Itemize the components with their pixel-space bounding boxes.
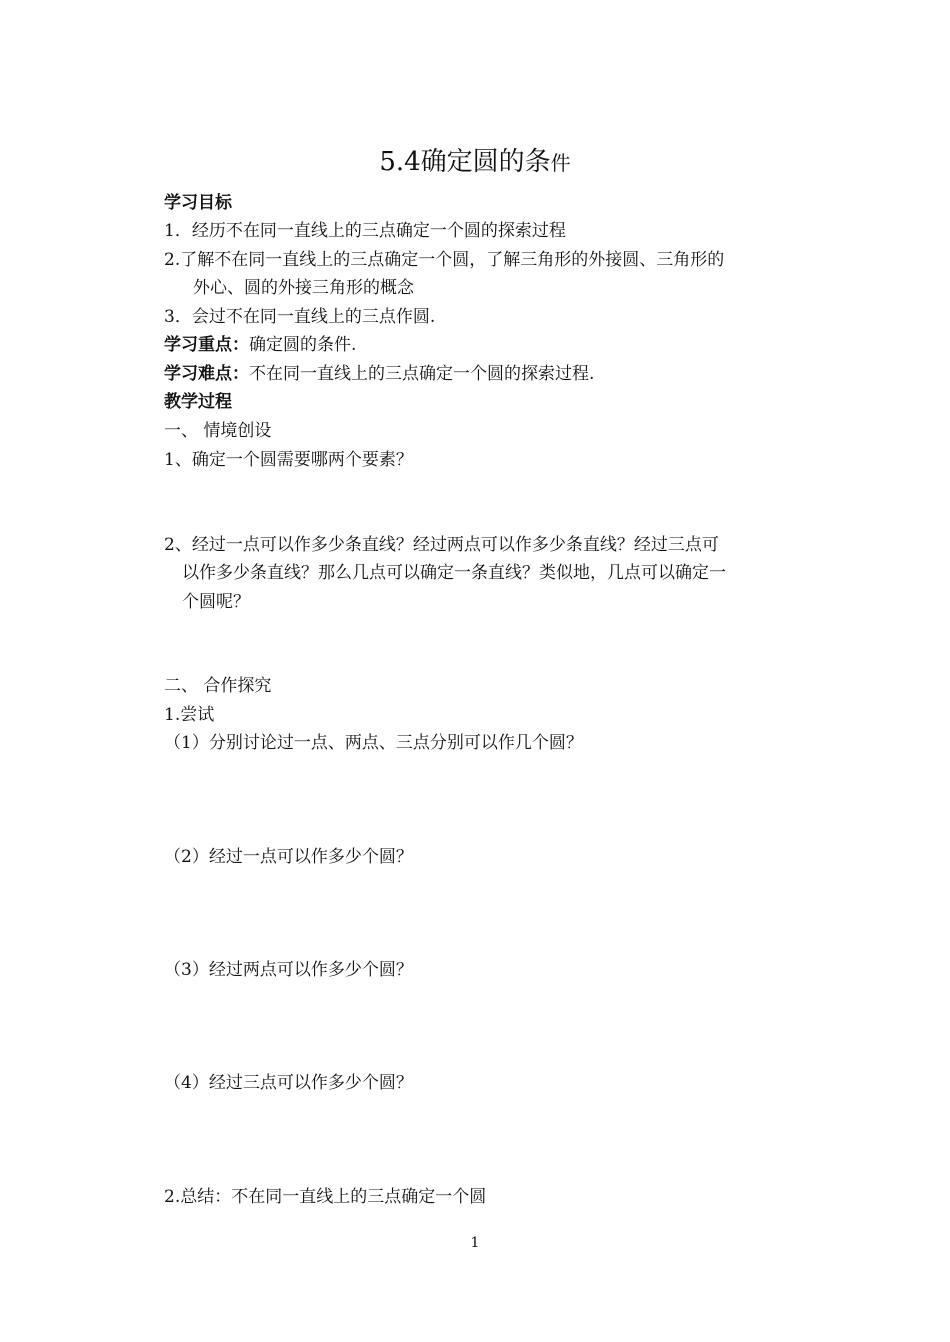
process-heading: 教学过程 xyxy=(164,392,232,412)
objective-item-2-line-1: 2.了解不在同一直线上的三点确定一个圆，了解三角形的外接圆、三角形的 xyxy=(164,250,725,270)
key-point-text: 确定圆的条件. xyxy=(249,335,357,355)
try-item-2: （2）经过一点可以作多少个圆？ xyxy=(164,847,413,867)
try-item-4: （4）经过三点可以作多少个圆？ xyxy=(164,1073,413,1093)
question-2-line-3: 个圆呢？ xyxy=(182,592,250,612)
key-point-label: 学习重点： xyxy=(164,335,249,355)
objective-item-3: 3．会过不在同一直线上的三点作圆. xyxy=(164,307,436,327)
try-item-3: （3）经过两点可以作多少个圆？ xyxy=(164,960,413,980)
difficulty xyxy=(164,363,594,385)
title-tail: 件 xyxy=(550,151,571,175)
key-point xyxy=(164,334,356,356)
summary: 2.总结：不在同一直线上的三点确定一个圆 xyxy=(164,1187,487,1207)
page-number: 1 xyxy=(470,1235,480,1251)
objective-item-1: 1．经历不在同一直线上的三点确定一个圆的探索过程 xyxy=(164,221,566,241)
try-item-1: （1）分别讨论过一点、两点、三点分别可以作几个圆？ xyxy=(164,733,583,753)
objective-item-2-line-2: 外心、圆的外接三角形的概念 xyxy=(193,278,414,298)
question-2-line-1: 2、经过一点可以作多少条直线？经过两点可以作多少条直线？经过三点可 xyxy=(164,535,719,555)
title-main: 5.4确定圆的条 xyxy=(379,147,551,177)
difficulty-text: 不在同一直线上的三点确定一个圆的探索过程. xyxy=(249,364,595,384)
question-2-line-2: 以作多少条直线？那么几点可以确定一条直线？类似地，几点可以确定一 xyxy=(182,563,726,583)
try-heading: 1.尝试 xyxy=(164,705,215,725)
section-1-heading: 一、 情境创设 xyxy=(164,421,272,441)
section-2-heading: 二、 合作探究 xyxy=(164,676,272,696)
question-1: 1、确定一个圆需要哪两个要素？ xyxy=(164,450,413,470)
objectives-heading: 学习目标 xyxy=(164,193,232,213)
difficulty-label: 学习难点： xyxy=(164,364,249,384)
document-title xyxy=(0,146,950,179)
